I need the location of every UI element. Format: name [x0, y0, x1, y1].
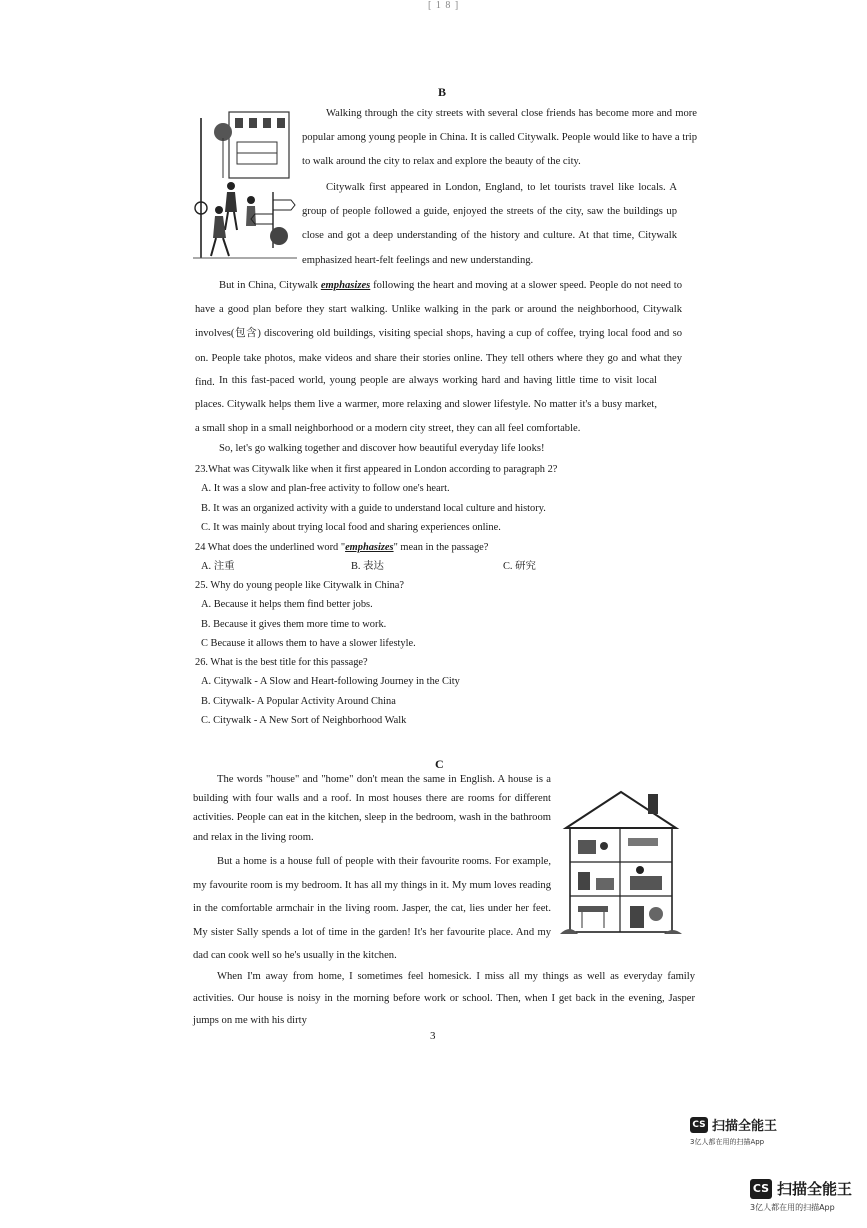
question-stem: 25. Why do young people like Citywalk in China?: [195, 580, 405, 591]
section-c-label: C: [435, 757, 444, 771]
option-b: B. It was an organized activity with a guide to understand local culture and history.: [201, 502, 546, 514]
section-b-paragraph-1: Walking through the city streets with several close friends has become more and more popular among young people in China. It is called Citywalk. People would like to have a trip to walk around the city to relax and explore the beauty of the city.: [302, 108, 697, 168]
watermark-app-name: 扫描全能王: [777, 1180, 853, 1198]
underlined-word: emphasizes: [320, 280, 371, 291]
option-c: C. Citywalk - A New Sort of Neighborhood Walk: [201, 715, 407, 727]
option-a: A. Citywalk - A Slow and Heart-following Journey in the City: [201, 676, 460, 688]
option-c: C Because it allows them to have a slower lifestyle.: [201, 638, 416, 650]
option-a: A. It was a slow and plan-free activity to follow one's heart.: [201, 483, 450, 495]
watermark-tagline: 3亿人都在用的扫描App: [750, 1203, 835, 1212]
section-b-paragraph-5: So, let's go walking together and discover how beautiful everyday life looks!: [219, 443, 545, 454]
section-c-paragraph-1: The words "house" and "home" don't mean the same in English. A house is a building with four walls and a roof. In most houses there are rooms for different activities. People can eat in the kitchen, sleep in the bedroom, wash in the bathroom and relax in the living room.: [193, 774, 551, 843]
question-26: [195, 653, 460, 731]
watermark-app-name: 扫描全能王: [712, 1119, 778, 1134]
question-23: [195, 460, 557, 538]
section-b-paragraph-4: In this fast-paced world, young people are always working hard and having little time to visit local places. Citywalk helps them live a warmer, more relaxing and slower lifestyle. No matter it's a busy market, a small shop in a small neighborhood or a modern city street, they can all feel comfortable.: [195, 375, 657, 435]
section-b-paragraph-3: But in China, Citywalk emphasizes following the heart and moving at a slower speed. People do not need to have a good plan before they start walking. Unlike walking in the park or around the neighborhood, Citywalk involves(包含) discovering old buildings, visiting special shops, having a cup of coffee, trying local food and so on. People take photos, make videos and share their stories online. They tell others where they go and what they find.: [195, 280, 682, 388]
question-24: [195, 538, 536, 577]
section-b-paragraph-2: Citywalk first appeared in London, England, to let tourists travel like locals. A group of people followed a guide, enjoyed the streets of the city, saw the buildings up close and got a deep understanding of the history and culture. At that time, Citywalk emphasized heart-felt feelings and new understanding.: [302, 182, 677, 266]
page-number: 3: [430, 1030, 436, 1042]
option-a: A. Because it helps them find better jobs.: [201, 599, 373, 611]
option-b: B. Citywalk- A Popular Activity Around China: [201, 695, 396, 707]
question-25: [195, 576, 416, 654]
cs-logo-icon: CS: [690, 1117, 708, 1133]
house-illustration: [560, 788, 682, 938]
question-stem: 24 What does the underlined word "emphasizes" mean in the passage?: [195, 542, 489, 553]
question-stem: 26. What is the best title for this passage?: [195, 657, 368, 668]
option-b: B. 表达: [351, 561, 384, 573]
watermark-tagline: 3亿人都在用的扫描App: [690, 1138, 765, 1146]
citywalk-illustration: [193, 108, 297, 260]
section-c-paragraph-2: But a home is a house full of people with their favourite rooms. For example, my favourite room is my bedroom. It has all my things in it. My mum loves reading in the comfortable armchair in the living room. Jasper, the cat, lies under her feet. My sister Sally spends a lot of time in the garden! It's her favourite place. And my dad can cook well so he's usually in the kitchen.: [193, 856, 551, 961]
options-row: [195, 557, 536, 576]
option-c: C. It was mainly about trying local food and sharing experiences online.: [201, 522, 501, 534]
section-c-paragraph-3: When I'm away from home, I sometimes feel homesick. I miss all my things as well as everyday family activities. Our house is noisy in the morning before work or school. Then, when I get back in the evening, Jasper jumps on me with his dirty: [193, 971, 695, 1026]
section-b-label: B: [438, 85, 447, 99]
option-a: A. 注重: [201, 561, 235, 573]
scanner-watermark-large: [750, 1178, 852, 1213]
question-stem: 23.What was Citywalk like when it first appeared in London according to paragraph 2?: [195, 464, 558, 475]
page-top-mark: [ 1 8 ]: [428, 0, 460, 11]
option-b: B. Because it gives them more time to work.: [201, 618, 387, 630]
cs-logo-icon: CS: [750, 1179, 772, 1199]
scanner-watermark-small: [690, 1115, 777, 1147]
option-c: C. 研究: [503, 561, 536, 573]
